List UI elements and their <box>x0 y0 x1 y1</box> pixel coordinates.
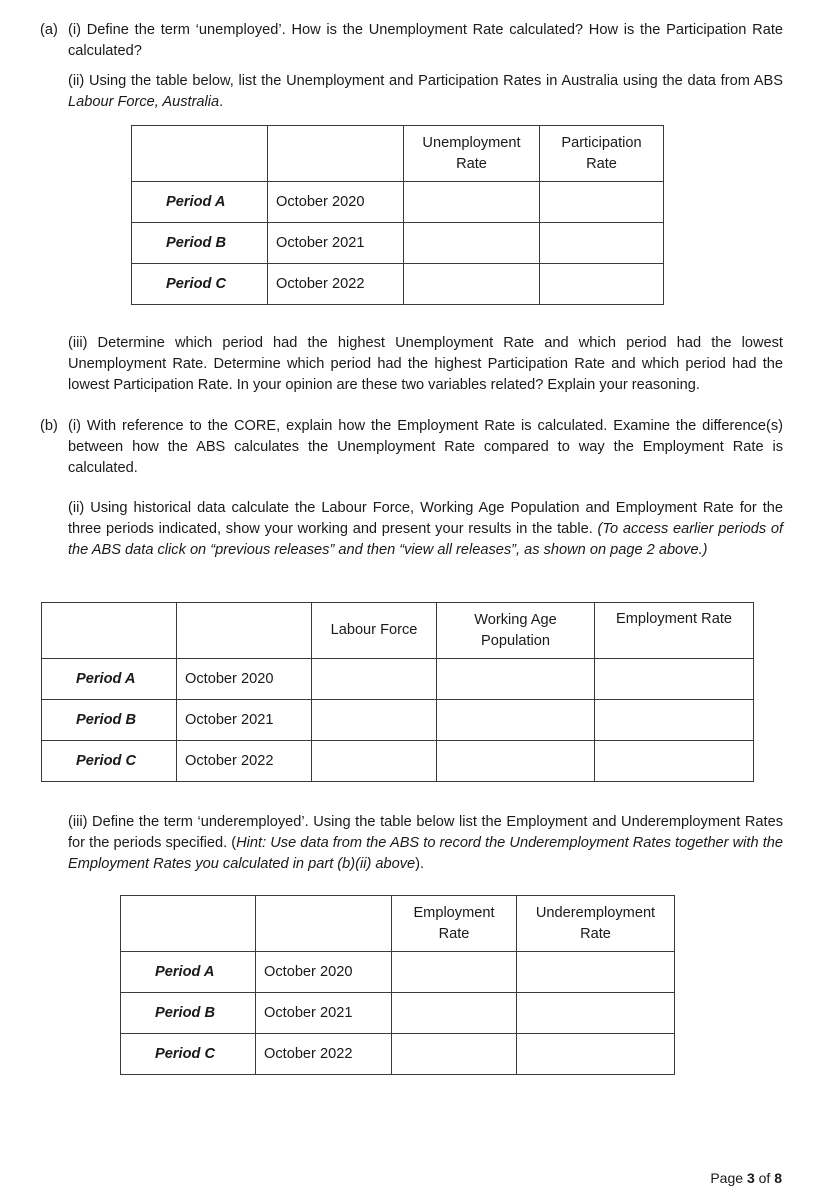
table-header-row <box>42 603 754 659</box>
period-date: October 2020 <box>256 952 392 993</box>
labour-force-cell[interactable] <box>312 741 437 782</box>
question-b-ii-text: (ii) Using historical data calculate the Labour Force, Working Age Population and Employment Rate for the three periods indicated, show your working and present your results in the table. <box>68 500 783 537</box>
unemployment-rate-cell[interactable] <box>404 264 540 305</box>
period-label: Period C <box>132 264 268 305</box>
period-date: October 2022 <box>256 1034 392 1075</box>
table-header-cell <box>256 896 392 952</box>
working-age-population-cell[interactable] <box>437 700 595 741</box>
question-a-ii-text: (ii) Using the table below, list the Unemployment and Participation Rates in Australia using the data from ABS <box>68 73 783 89</box>
question-a-iii-text: (iii) Determine which period had the highest Unemployment Rate and which period had the lowest Unemployment Rate. Determine which period had the highest Participation Rate and which period had the lowest Participation Rate. In your opinion are these two variables related? Explain your reasoning. <box>68 335 783 393</box>
part-a-label: (a) <box>40 22 58 38</box>
page-number: 3 <box>746 1170 755 1186</box>
labour-force-cell[interactable] <box>312 659 437 700</box>
period-date: October 2020 <box>268 182 404 223</box>
table-row <box>121 1034 675 1075</box>
table-unemployment-participation <box>131 125 664 305</box>
header-participation-rate: Participation Rate <box>540 126 664 182</box>
employment-rate-cell[interactable] <box>595 741 754 782</box>
table-labour-force <box>41 602 754 782</box>
employment-rate-cell[interactable] <box>392 1034 517 1075</box>
table-row <box>132 182 664 223</box>
underemployment-rate-cell[interactable] <box>517 952 675 993</box>
period-label: Period B <box>132 223 268 264</box>
question-a-i-text: (i) Define the term ‘unemployed’. How is the Unemployment Rate calculated? How is the Participation Rate calculated? <box>68 22 783 59</box>
table-header-cell <box>121 896 256 952</box>
table-header-cell <box>42 603 177 659</box>
table-row <box>42 741 754 782</box>
table-row <box>42 700 754 741</box>
page-middle: of <box>754 1170 775 1186</box>
question-b-iii <box>68 812 783 875</box>
table-row <box>121 993 675 1034</box>
question-b-ii <box>68 498 783 561</box>
employment-rate-cell[interactable] <box>595 700 754 741</box>
participation-rate-cell[interactable] <box>540 182 664 223</box>
question-b-ii-note: (To access earlier periods of the ABS data click on “previous releases” and then “view all releases”, as shown on page 2 above.) <box>68 521 784 558</box>
question-a-i <box>40 20 783 62</box>
table-row <box>132 223 664 264</box>
working-age-population-cell[interactable] <box>437 741 595 782</box>
employment-rate-cell[interactable] <box>392 952 517 993</box>
question-a-ii <box>68 71 783 113</box>
header-underemployment-rate: Underemployment Rate <box>517 896 675 952</box>
unemployment-rate-cell[interactable] <box>404 223 540 264</box>
period-label: Period B <box>42 700 177 741</box>
page-total: 8 <box>774 1170 782 1186</box>
period-date: October 2021 <box>177 700 312 741</box>
question-b-i <box>40 416 783 479</box>
period-label: Period C <box>121 1034 256 1075</box>
unemployment-rate-cell[interactable] <box>404 182 540 223</box>
period-label: Period A <box>132 182 268 223</box>
question-a-iii <box>68 333 783 396</box>
employment-rate-cell[interactable] <box>595 659 754 700</box>
underemployment-rate-cell[interactable] <box>517 1034 675 1075</box>
period-label: Period B <box>121 993 256 1034</box>
question-a-ii-source: Labour Force, Australia <box>68 94 220 110</box>
table-underemployment <box>120 895 675 1075</box>
period-label: Period A <box>121 952 256 993</box>
table-header-cell <box>132 126 268 182</box>
period-label: Period C <box>42 741 177 782</box>
header-labour-force: Labour Force <box>312 603 437 659</box>
question-b-iii-hint: Hint: Use data from the ABS to record the Underemployment Rates together with the Employment Rates you calculated in part (b)(ii) above <box>68 835 783 872</box>
header-employment-rate: Employment Rate <box>392 896 517 952</box>
table-header-cell <box>177 603 312 659</box>
question-b-iii-end: ). <box>415 856 425 872</box>
page-footer <box>710 1168 782 1189</box>
working-age-population-cell[interactable] <box>437 659 595 700</box>
question-b-i-text: (i) With reference to the CORE, explain how the Employment Rate is calculated. Examine the difference(s) between how the ABS calculates the Unemployment Rate compared to way the Employment Rate is calculated. <box>68 418 783 476</box>
header-working-age-population: Working Age Population <box>437 603 595 659</box>
table-row <box>132 264 664 305</box>
period-label: Period A <box>42 659 177 700</box>
table-header-row <box>121 896 675 952</box>
table-row <box>42 659 754 700</box>
participation-rate-cell[interactable] <box>540 264 664 305</box>
table-header-cell <box>268 126 404 182</box>
period-date: October 2021 <box>256 993 392 1034</box>
period-date: October 2021 <box>268 223 404 264</box>
table-header-row <box>132 126 664 182</box>
table-row <box>121 952 675 993</box>
question-a-ii-end: . <box>219 94 224 110</box>
period-date: October 2022 <box>177 741 312 782</box>
header-unemployment-rate: Unemployment Rate <box>404 126 540 182</box>
labour-force-cell[interactable] <box>312 700 437 741</box>
period-date: October 2020 <box>177 659 312 700</box>
employment-rate-cell[interactable] <box>392 993 517 1034</box>
participation-rate-cell[interactable] <box>540 223 664 264</box>
period-date: October 2022 <box>268 264 404 305</box>
underemployment-rate-cell[interactable] <box>517 993 675 1034</box>
part-b-label: (b) <box>40 418 58 434</box>
header-employment-rate: Employment Rate <box>595 603 754 659</box>
question-b-iii-text: (iii) Define the term ‘underemployed’. Using the table below list the Employment and Underemployment Rates for the periods specified. ( <box>68 814 783 851</box>
page-prefix: Page <box>710 1170 747 1186</box>
